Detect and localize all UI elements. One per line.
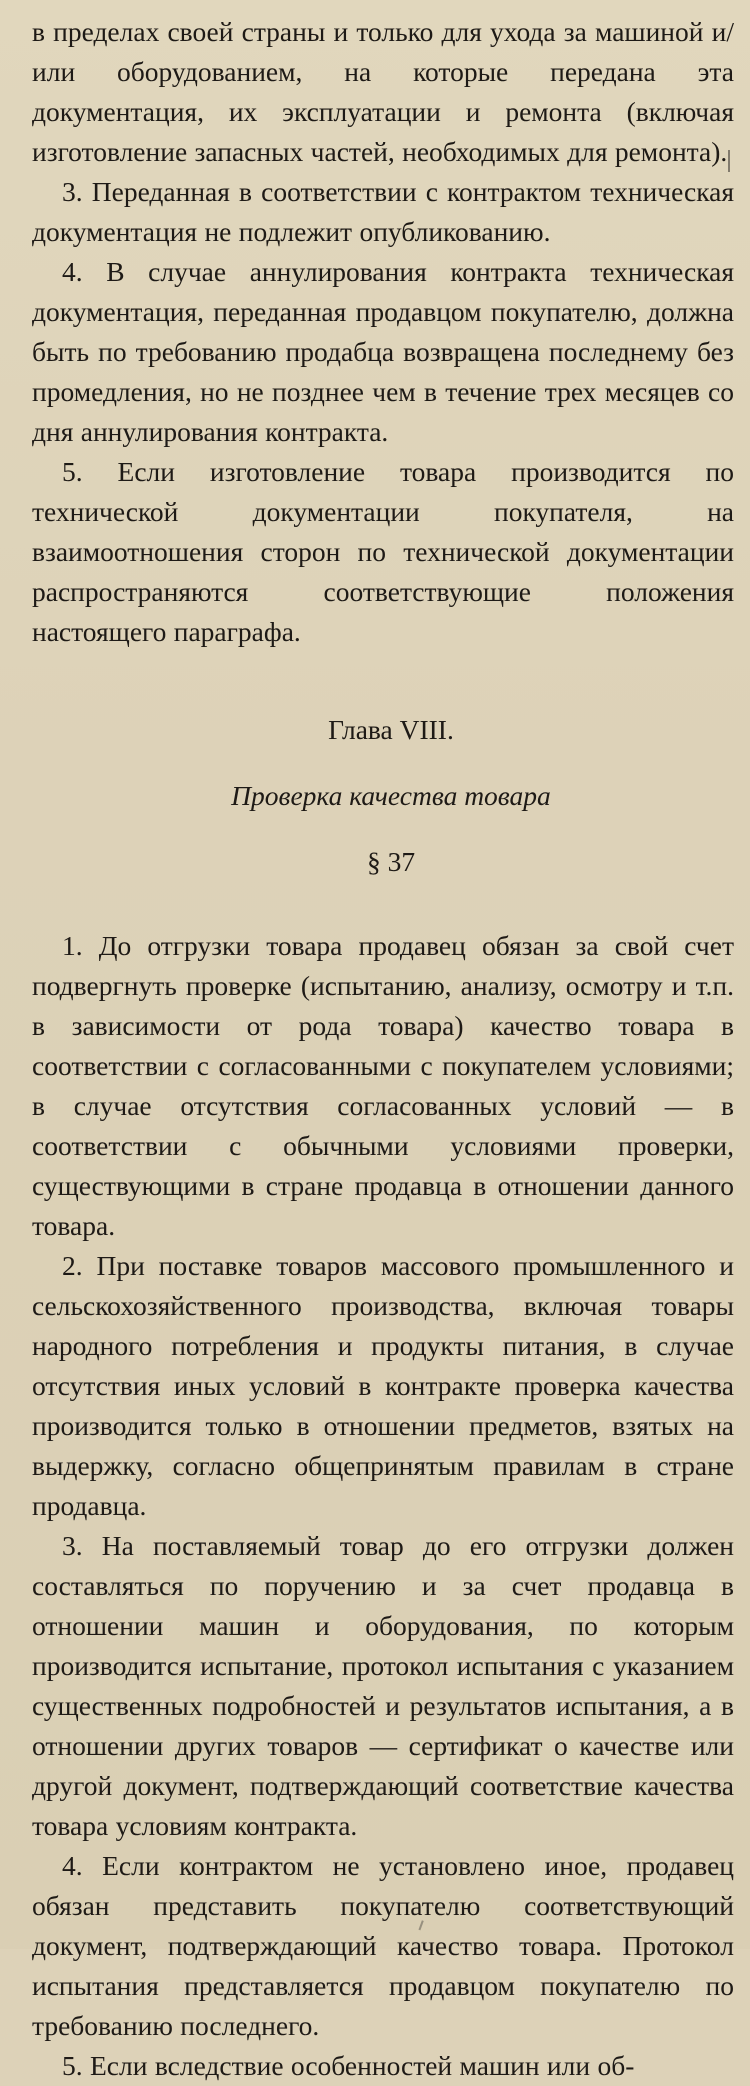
section-item-3: 3. На поставляемый товар до его отгрузки должен составляться по поручению и за счет продавца в отношении машин и оборудования, по которым производится испытание, протокол испытания с указанием существенных подробностей и результатов испытания, а в отношении других товаров — сертификат о качестве или другой документ, подтверждающий соответствие качества товара условиям контракта. bbox=[32, 1530, 734, 1841]
paragraph-continuation: в пределах своей страны и только для ухода за машиной и/или оборудованием, на которые передана эта документация, их эксплуатации и ремонта (включая изготовление запасных частей, необходимых для ремонта). bbox=[32, 16, 734, 167]
chapter-title: Глава VIII. bbox=[328, 714, 454, 745]
section-item-1: 1. До отгрузки товара продавец обязан за свой счет подвергнуть проверке (испытанию, анализу, осмотру и т.п. в зависимости от рода товара) качество товара в соответствии с согласованными с покупателем условиями; в случае отсутствия согласованных условий — в соответствии с обычными условиями проверки, существующими в стране продавца в отношении данного товара. bbox=[32, 930, 734, 1241]
section-item-4: 4. Если контрактом не установлено иное, продавец обязан представить покупателю соответствующий документ, подтверждающий качество товара. Протокол испытания представляется продавцом покупателю по требованию последнего. bbox=[32, 1850, 734, 2041]
section-item-2: 2. При поставке товаров массового промышленного и сельскохозяйственного производства, включая товары народного потребления и продукты питания, в случае отсутствия иных условий в контракте проверка качества производится только в отношении предметов, взятых на выдержку, согласно общепринятым правилам в стране продавца. bbox=[32, 1250, 734, 1521]
section-item-5: 5. Если вследствие особенностей машин или об- bbox=[62, 2050, 635, 2081]
paragraph-item-3: 3. Переданная в соответствии с контрактом техническая документация не подлежит опубликованию. bbox=[32, 176, 734, 247]
margin-mark bbox=[728, 150, 736, 172]
paragraph-item-4: 4. В случае аннулирования контракта техническая документация, переданная продавцом покупателю, должна быть по требованию продабца возвращена последнему без промедления, но не позднее чем в течение трех месяцев со дня аннулирования контракта. bbox=[32, 256, 734, 447]
paragraph-item-5: 5. Если изготовление товара производится по технической документации покупателя, на взаимоотношения сторон по технической документации распространяются соответствующие положения настоящего параграфа. bbox=[32, 456, 734, 647]
chapter-subtitle: Проверка качества товара bbox=[231, 780, 551, 811]
chapter-heading bbox=[32, 710, 734, 882]
section-number: § 37 bbox=[366, 846, 416, 877]
